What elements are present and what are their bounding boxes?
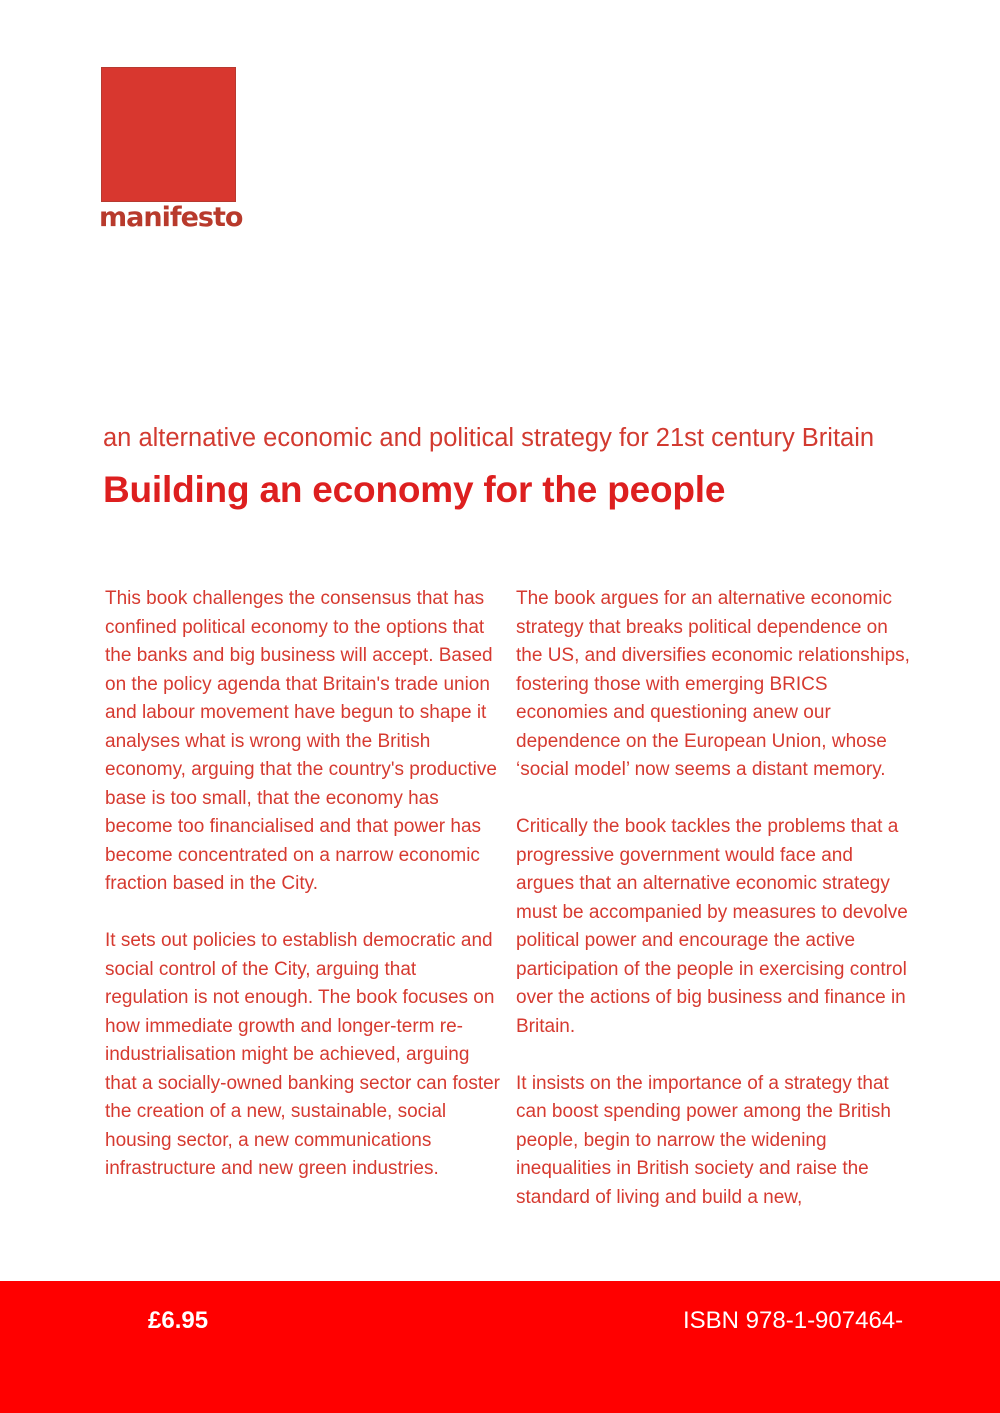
publisher-logo-mark bbox=[101, 67, 236, 202]
book-subtitle: an alternative economic and political strategy for 21st century Britain bbox=[103, 424, 875, 452]
publisher-logo-text: manifesto bbox=[99, 202, 243, 233]
footer-band bbox=[0, 1281, 1000, 1413]
book-title: Building an economy for the people bbox=[103, 469, 726, 510]
blurb-paragraph: It insists on the importance of a strategy that can boost spending power among the British people, begin to narrow the widening inequalities in British society and raise the standard of living and build a new, bbox=[516, 1072, 891, 1208]
blurb-paragraph: Critically the book tackles the problems that a progressive government would face and argues that an alternative economic strategy must be accompanied by measures to devolve political power and encourage the active participation of the people in exercising control over the actions of big business and finance in Britain. bbox=[516, 816, 908, 1037]
price-label: £6.95 bbox=[148, 1307, 209, 1334]
blurb-right-column bbox=[516, 585, 911, 1241]
blurb-left-column bbox=[105, 585, 500, 1212]
blurb-paragraph: It sets out policies to establish democratic and social control of the City, arguing that regulation is not enough. The book focuses on how immediate growth and longer-term re-industrialisation might be achieved, arguing that a socially-owned banking sector can foster the creation of a new, sustainable, social housing sector, a new communications infrastructure and new green industries. bbox=[105, 930, 500, 1179]
blurb-paragraph: This book challenges the consensus that has confined political economy to the options that the banks and big business will accept. Based on the policy agenda that Britain's trade union and labour movement have begun to shape it analyses what is wrong with the British economy, arguing that the country's productive base is too small, that the economy has become too financialised and that power has become concentrated on a narrow economic fraction based in the City. bbox=[105, 588, 497, 894]
blurb-paragraph: The book argues for an alternative economic strategy that breaks political dependence on the US, and diversifies economic relationships, fostering those with emerging BRICS economies and questioning anew our dependence on the European Union, whose ‘social model’ now seems a distant memory. bbox=[516, 588, 910, 780]
isbn-label: ISBN 978-1-907464- bbox=[683, 1307, 904, 1334]
